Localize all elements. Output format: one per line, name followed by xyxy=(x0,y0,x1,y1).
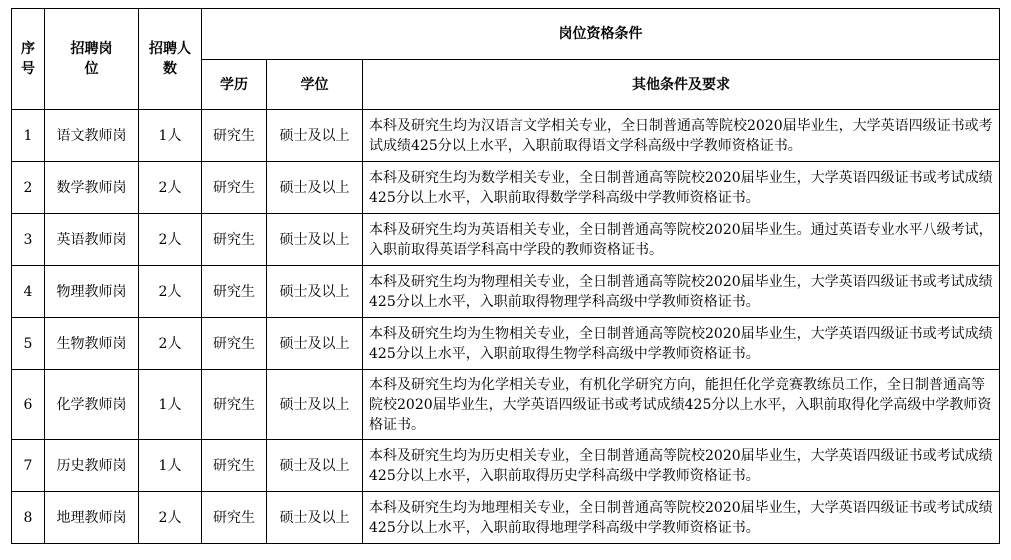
row-seq: 2 xyxy=(12,162,45,214)
row-degree: 硕士及以上 xyxy=(267,110,363,162)
table-row xyxy=(12,370,1000,440)
header-degree: 学位 xyxy=(267,60,363,110)
row-requirements: 本科及研究生均为化学相关专业，有机化学研究方向，能担任化学竞赛教练员工作，全日制普通高等院校2020届毕业生，大学英语四级证书或考试成绩425分以上水平，入职前取得化学高级中学教师资格证书。 xyxy=(363,370,1000,440)
row-education: 研究生 xyxy=(202,162,267,214)
row-requirements: 本科及研究生均为数学相关专业，全日制普通高等院校2020届毕业生，大学英语四级证书或考试成绩425分以上水平，入职前取得数学学科高级中学教师资格证书。 xyxy=(363,162,1000,214)
row-requirements: 本科及研究生均为物理相关专业，全日制普通高等院校2020届毕业生，大学英语四级证书或考试成绩425分以上水平，入职前取得物理学科高级中学教师资格证书。 xyxy=(363,266,1000,318)
row-count: 2人 xyxy=(139,162,202,214)
row-seq: 7 xyxy=(12,440,45,492)
row-seq: 4 xyxy=(12,266,45,318)
row-count: 2人 xyxy=(139,266,202,318)
row-count: 1人 xyxy=(139,110,202,162)
row-education: 研究生 xyxy=(202,370,267,440)
row-position: 数学教师岗 xyxy=(45,162,139,214)
row-position: 生物教师岗 xyxy=(45,318,139,370)
row-education: 研究生 xyxy=(202,492,267,544)
row-seq: 1 xyxy=(12,110,45,162)
header-count: 招聘人数 xyxy=(139,9,202,110)
row-education: 研究生 xyxy=(202,318,267,370)
row-position: 英语教师岗 xyxy=(45,214,139,266)
row-position: 地理教师岗 xyxy=(45,492,139,544)
row-count: 2人 xyxy=(139,214,202,266)
row-count: 1人 xyxy=(139,370,202,440)
table-row xyxy=(12,162,1000,214)
row-seq: 5 xyxy=(12,318,45,370)
row-position: 语文教师岗 xyxy=(45,110,139,162)
row-count: 2人 xyxy=(139,318,202,370)
row-position: 化学教师岗 xyxy=(45,370,139,440)
header-other: 其他条件及要求 xyxy=(363,60,1000,110)
row-degree: 硕士及以上 xyxy=(267,440,363,492)
header-qualification: 岗位资格条件 xyxy=(202,9,1000,60)
row-requirements: 本科及研究生均为生物相关专业，全日制普通高等院校2020届毕业生，大学英语四级证书或考试成绩425分以上水平，入职前取得生物学科高级中学教师资格证书。 xyxy=(363,318,1000,370)
header-position: 招聘岗位 xyxy=(45,9,139,110)
recruitment-table xyxy=(11,8,1000,544)
row-position: 历史教师岗 xyxy=(45,440,139,492)
row-requirements: 本科及研究生均为地理相关专业，全日制普通高等院校2020届毕业生，大学英语四级证书或考试成绩425分以上水平，入职前取得地理学科高级中学教师资格证书。 xyxy=(363,492,1000,544)
row-seq: 8 xyxy=(12,492,45,544)
row-education: 研究生 xyxy=(202,266,267,318)
table-row xyxy=(12,440,1000,492)
table-row xyxy=(12,214,1000,266)
row-degree: 硕士及以上 xyxy=(267,492,363,544)
row-seq: 3 xyxy=(12,214,45,266)
row-count: 2人 xyxy=(139,492,202,544)
row-degree: 硕士及以上 xyxy=(267,370,363,440)
row-requirements: 本科及研究生均为历史相关专业，全日制普通高等院校2020届毕业生，大学英语四级证书或考试成绩425分以上水平，入职前取得历史学科高级中学教师资格证书。 xyxy=(363,440,1000,492)
header-education: 学历 xyxy=(202,60,267,110)
row-position: 物理教师岗 xyxy=(45,266,139,318)
row-degree: 硕士及以上 xyxy=(267,266,363,318)
table-row xyxy=(12,266,1000,318)
row-seq: 6 xyxy=(12,370,45,440)
header-seq: 序号 xyxy=(12,9,45,110)
table-row xyxy=(12,318,1000,370)
table-row xyxy=(12,492,1000,544)
table-row xyxy=(12,110,1000,162)
row-requirements: 本科及研究生均为英语相关专业，全日制普通高等院校2020届毕业生。通过英语专业水平八级考试，入职前取得英语学科高中学段的教师资格证书。 xyxy=(363,214,1000,266)
row-education: 研究生 xyxy=(202,440,267,492)
row-requirements: 本科及研究生均为汉语言文学相关专业，全日制普通高等院校2020届毕业生，大学英语四级证书或考试成绩425分以上水平，入职前取得语文学科高级中学教师资格证书。 xyxy=(363,110,1000,162)
row-count: 1人 xyxy=(139,440,202,492)
row-education: 研究生 xyxy=(202,110,267,162)
row-education: 研究生 xyxy=(202,214,267,266)
row-degree: 硕士及以上 xyxy=(267,162,363,214)
row-degree: 硕士及以上 xyxy=(267,214,363,266)
row-degree: 硕士及以上 xyxy=(267,318,363,370)
